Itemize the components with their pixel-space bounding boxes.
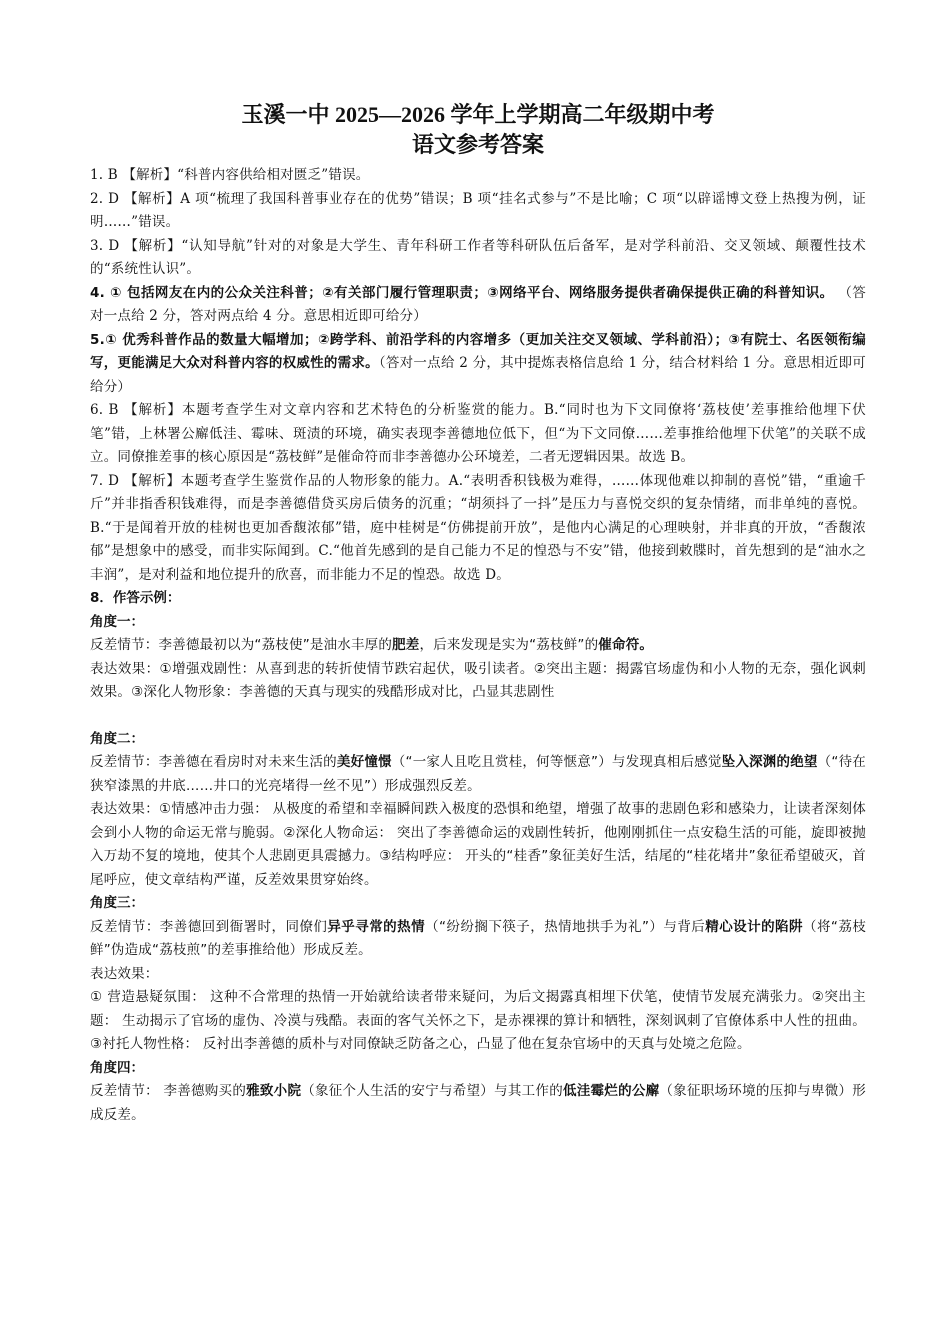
answer-5 [90,329,866,400]
answer-4-scoring: （答对一点给 2 分，答对两点给 4 分。意思相近即可给分） [90,284,866,324]
answer-7: 7. D 【解析】本题考查学生鉴赏作品的人物形象的能力。A.“表明香积钱极为难得，……体现他难以抑制的喜悦”错，“重逾千斤”并非指香积钱难得，而是李善德借贷买房后债务的沉重；“胡须抖了一抖”是压力与喜悦交织的复杂情绪，而非单纯的喜悦。B.“于是闻着开放的桂树也更加香馥浓郁”错，庭中桂树是“仿佛提前开放”，是他内心满足的心理映射，并非真的开放，“香馥浓郁”是想象中的感受，而非实际闻到。C.“他首先感到的是自己能力不足的惶恐与不安”错，他接到敕牒时，首先想到的是“油水之丰润”，是对利益和地位提升的欣喜，而非能力不足的惶恐。故选 D。 [90,472,866,583]
answer-5-points: 5.① 优秀科普作品的数量大幅增加；②跨学科、前沿学科的内容增多（更加关注交叉领域、学科前沿）；③有院士、名医领衔编写，更能满足大众对科普内容的权威性的需求。 [90,331,866,371]
angle-3-contrast: 反差情节：李善德回到衙署时，同僚们异乎寻常的热情（“纷纷搁下筷子，热情地拱手为礼”）与背后精心设计的陷阱（将“荔枝鲜”伪造成“荔枝煎”的差事推给他）形成反差。 [90,918,867,958]
answer-6: 6. B 【解析】本题考查学生对文章内容和艺术特色的分析鉴赏的能力。B.“同时也为下文同僚将‘荔枝使’差事推给他埋下伏笔”错，上林署公廨低洼、霉味、斑渍的环境，确实表现李善德地位低下，但“为下文同僚……差事推给他埋下伏笔”的关联不成立。同僚推差事的核心原因是“荔枝鲜”是催命符而非李善德办公环境差，二者无逻辑因果。故选 B。 [90,402,866,465]
angle-1-contrast: 反差情节：李善德最初以为“荔枝使”是油水丰厚的肥差，后来发现是实为“荔枝鲜”的催命符。 [90,637,654,653]
angle-3-effect: ① 营造悬疑氛围： 这种不合常理的热情一开始就给读者带来疑问，为后文揭露真相埋下伏笔，使情节发展充满张力。②突出主题： 生动揭示了官场的虚伪、冷漠与残酷。表面的客气关怀之下，是赤裸裸的算计和牺牲，深刻讽刺了官僚体系中人性的扭曲。③衬托人物性格： 反衬出李善德的质朴与对同僚缺乏防备之心，凸显了他在复杂官场中的天真与处境之危险。 [90,989,866,1052]
angle-2-contrast: 反差情节：李善德在看房时对未来生活的美好憧憬（“一家人且吃且赏桂，何等惬意”）与发现真相后感觉坠入深渊的绝望（“待在狭窄漆黑的井底……井口的光亮堵得一丝不见”）形成强烈反差。 [90,754,866,794]
answer-sheet [90,100,866,1127]
angle-3-effect-label: 表达效果： [90,965,159,982]
answer-3: 3. D 【解析】“认知导航”针对的对象是大学生、青年科研工作者等科研队伍后备军，是对学科前沿、交叉领域、颠覆性技术的“系统性认识”。 [90,237,866,277]
angle-2-heading: 角度二： [90,730,144,747]
page-title: 玉溪一中 2025—2026 学年上学期高二年级期中考 [241,102,715,127]
answer-1: 1. B 【解析】“科普内容供给相对匮乏”错误。 [90,167,370,183]
answer-2: 2. D 【解析】A 项“梳理了我国科普事业存在的优势”错误；B 项“挂名式参与”不是比喻；C 项“以辟谣博文登上热搜为例，证明……”错误。 [90,190,866,230]
page-subtitle: 语文参考答案 [411,132,544,157]
angle-3-heading: 角度三： [90,895,144,911]
angle-4-heading: 角度四： [90,1059,144,1076]
angle-1-heading: 角度一： [90,613,144,630]
angle-4-contrast: 反差情节： 李善德购买的雅致小院（象征个人生活的安宁与希望）与其工作的低洼霉烂的公廨（象征职场环境的压抑与卑微）形成反差。 [90,1083,866,1123]
answer-4 [90,282,866,329]
answer-5-scoring: （答对一点给 2 分，其中提炼表格信息给 1 分，结合材料给 1 分。意思相近即可给分） [90,355,866,395]
answer-8-heading: 8．作答示例： [90,590,181,606]
angle-2-effect: 表达效果：①情感冲击力强： 从极度的希望和幸福瞬间跌入极度的恐惧和绝望，增强了故事的悲剧色彩和感染力，让读者深刻体会到小人物的命运无常与脆弱。②深化人物命运： 突出了李善德命运的戏剧性转折，他刚刚抓住一点安稳生活的可能，旋即被抛入万劫不复的境地，使其个人悲剧更具震撼力。③结构呼应： 开头的“桂香”象征美好生活，结尾的“桂花堵井”象征希望破灭，首尾呼应，使文章结构严谨，反差效果贯穿始终。 [90,801,866,888]
answer-4-points: 4. ① 包括网友在内的公众关注科普；②有关部门履行管理职责；③网络平台、网络服务提供者确保提供正确的科普知识。 [90,284,834,301]
angle-1-effect: 表达效果：①增强戏剧性：从喜到悲的转折使情节跌宕起伏，吸引读者。②突出主题：揭露官场虚伪和小人物的无奈，强化讽刺效果。③深化人物形象：李善德的天真与现实的残酷形成对比，凸显其悲剧性 [90,660,866,700]
